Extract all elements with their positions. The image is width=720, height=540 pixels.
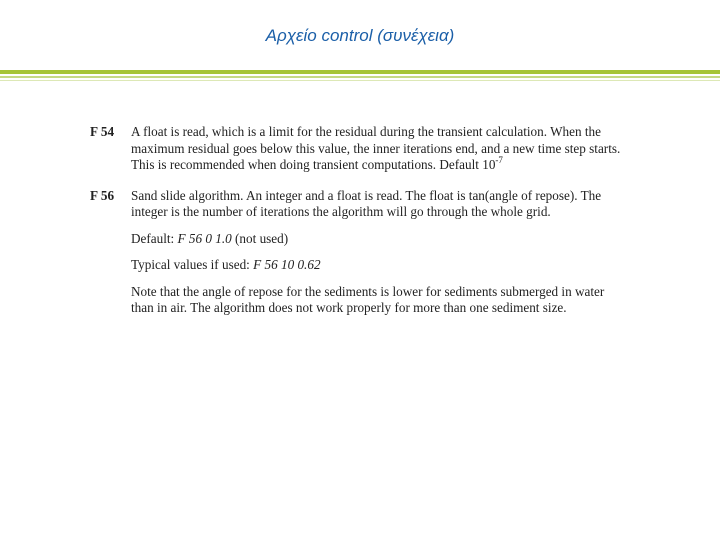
f56-default (131, 231, 625, 248)
slide-title: Αρχείο control (συνέχεια) (265, 26, 455, 45)
entry-code: F 56 (90, 187, 115, 203)
document-body (90, 124, 625, 317)
f56-note: Note that the angle of repose for the sediments is lower for sediments submerged in water than in air. The algorithm does not work properly for more than one sediment size. (131, 283, 605, 315)
default-note: (not used) (231, 230, 289, 246)
entry-description (131, 188, 625, 317)
default-value: F 56 0 1.0 (177, 230, 232, 246)
entry-f54 (90, 124, 625, 174)
title-divider (0, 70, 720, 74)
title-divider-faint (0, 80, 720, 81)
entry-f56 (90, 188, 625, 317)
default-label: Default: (131, 230, 178, 246)
f56-typical (131, 257, 625, 274)
f54-text: A float is read, which is a limit for the residual during the transient calculation. When the maximum residual goes below this value, the inner iterations end, and a new time step starts. This is recommended when doing transient computations. Default 10 (131, 124, 621, 172)
entry-code: F 54 (90, 124, 115, 139)
entry-description (131, 124, 625, 174)
typical-value: F 56 10 0.62 (253, 257, 321, 272)
f56-text: Sand slide algorithm. An integer and a float is read. The float is tan(angle of repose). The integer is the number of iterations the algorithm will go through the whole grid. (131, 187, 602, 219)
typical-label: Typical values if used: (131, 257, 254, 272)
title-divider-thin (0, 76, 720, 78)
f54-exponent: -7 (495, 155, 503, 165)
